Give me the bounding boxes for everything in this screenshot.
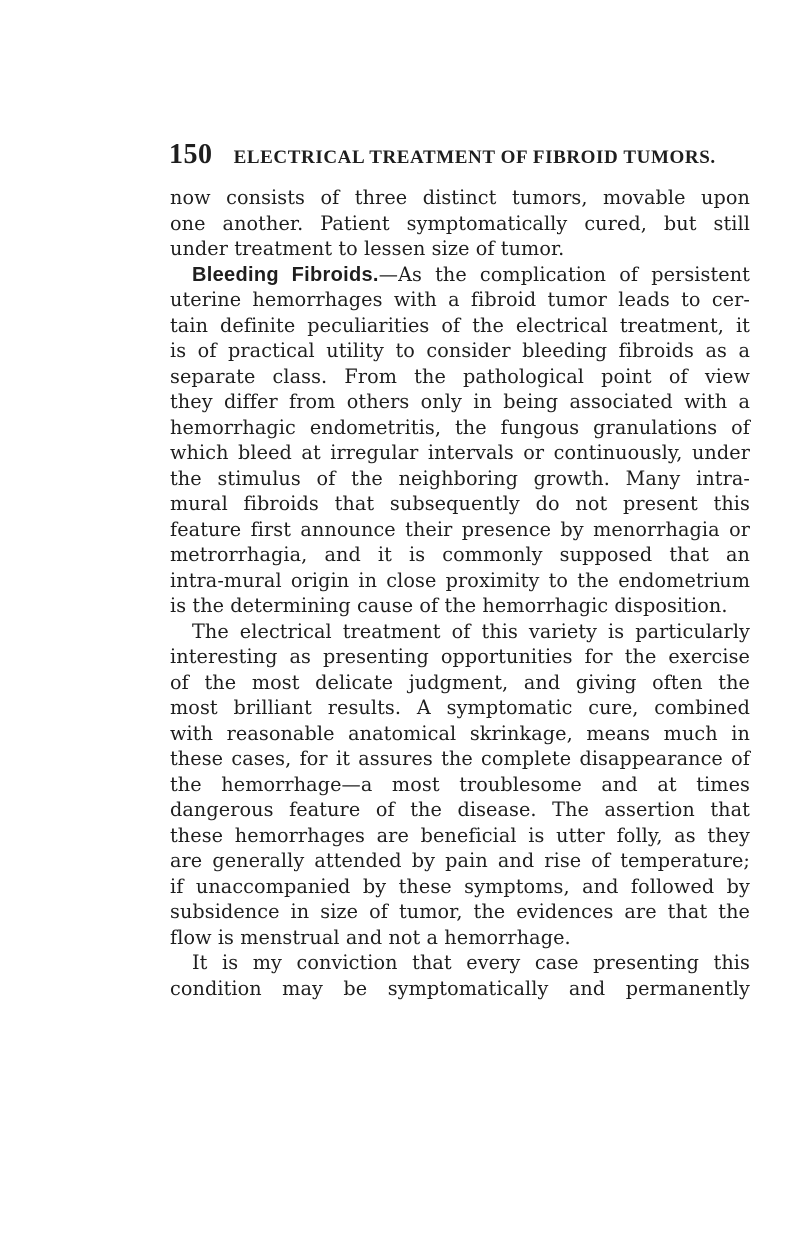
text-line: which bleed at irregular intervals or continuously, under <box>170 441 750 464</box>
text-line: with reasonable anatomical skrinkage, means much in <box>170 721 750 745</box>
text-line: It is my conviction that every case presenting this <box>192 951 750 974</box>
running-head <box>169 139 716 171</box>
text-line: mural fibroids that subsequently do not present this <box>170 492 750 515</box>
text-line: one another. Patient symptomatically cured, but still <box>170 211 750 235</box>
text-line: under treatment to lessen size of tumor. <box>170 237 565 260</box>
text-line: subsidence in size of tumor, the evidences are that the <box>170 900 750 923</box>
text-line: feature first announce their presence by menorrhagia or <box>170 517 750 541</box>
text-line: they differ from others only in being associated with a <box>170 390 750 413</box>
text-line: metrorrhagia, and it is commonly supposed that an <box>170 543 750 566</box>
text-line: these cases, for it assures the complete disappearance of <box>170 747 750 770</box>
text-line: now consists of three distinct tumors, movable upon <box>170 186 750 209</box>
text-line-continuation: —As the complication of persistent <box>378 262 750 286</box>
text-line: interesting as presenting opportunities for the exercise <box>170 645 750 668</box>
section-heading: Bleeding Fibroids. <box>192 263 379 286</box>
text-line: is the determining cause of the hemorrhagic disposition. <box>170 594 728 617</box>
text-line: are generally attended by pain and rise of temperature; <box>170 849 750 872</box>
page-number: 150 <box>169 139 213 170</box>
text-line: intra-mural origin in close proximity to the endometrium <box>170 568 750 592</box>
text-line: these hemorrhages are beneficial is utter folly, as they <box>170 823 750 847</box>
text-line: the hemorrhage—a most troublesome and at times <box>170 772 750 796</box>
text-line: of the most delicate judgment, and giving often the <box>170 670 750 694</box>
text-line: uterine hemorrhages with a fibroid tumor leads to cer- <box>170 288 750 311</box>
text-line: The electrical treatment of this variety is particularly <box>192 619 750 643</box>
text-line: is of practical utility to consider bleeding fibroids as a <box>170 339 750 362</box>
text-line: most brilliant results. A symptomatic cure, combined <box>170 696 750 719</box>
text-line: if unaccompanied by these symptoms, and followed by <box>170 874 750 898</box>
body-text <box>170 185 750 1001</box>
text-line: separate class. From the pathological point of view <box>170 364 750 388</box>
text-line: hemorrhagic endometritis, the fungous granulations of <box>170 415 750 439</box>
text-line <box>170 262 750 288</box>
text-line: dangerous feature of the disease. The assertion that <box>170 798 750 821</box>
text-line: flow is menstrual and not a hemorrhage. <box>170 925 571 949</box>
text-line: tain definite peculiarities of the electrical treatment, it <box>170 313 750 337</box>
text-line: the stimulus of the neighboring growth. Many intra- <box>170 466 750 490</box>
running-head-title: ELECTRICAL TREATMENT OF FIBROID TUMORS. <box>233 147 716 168</box>
text-line: condition may be symptomatically and permanently <box>170 976 750 1000</box>
